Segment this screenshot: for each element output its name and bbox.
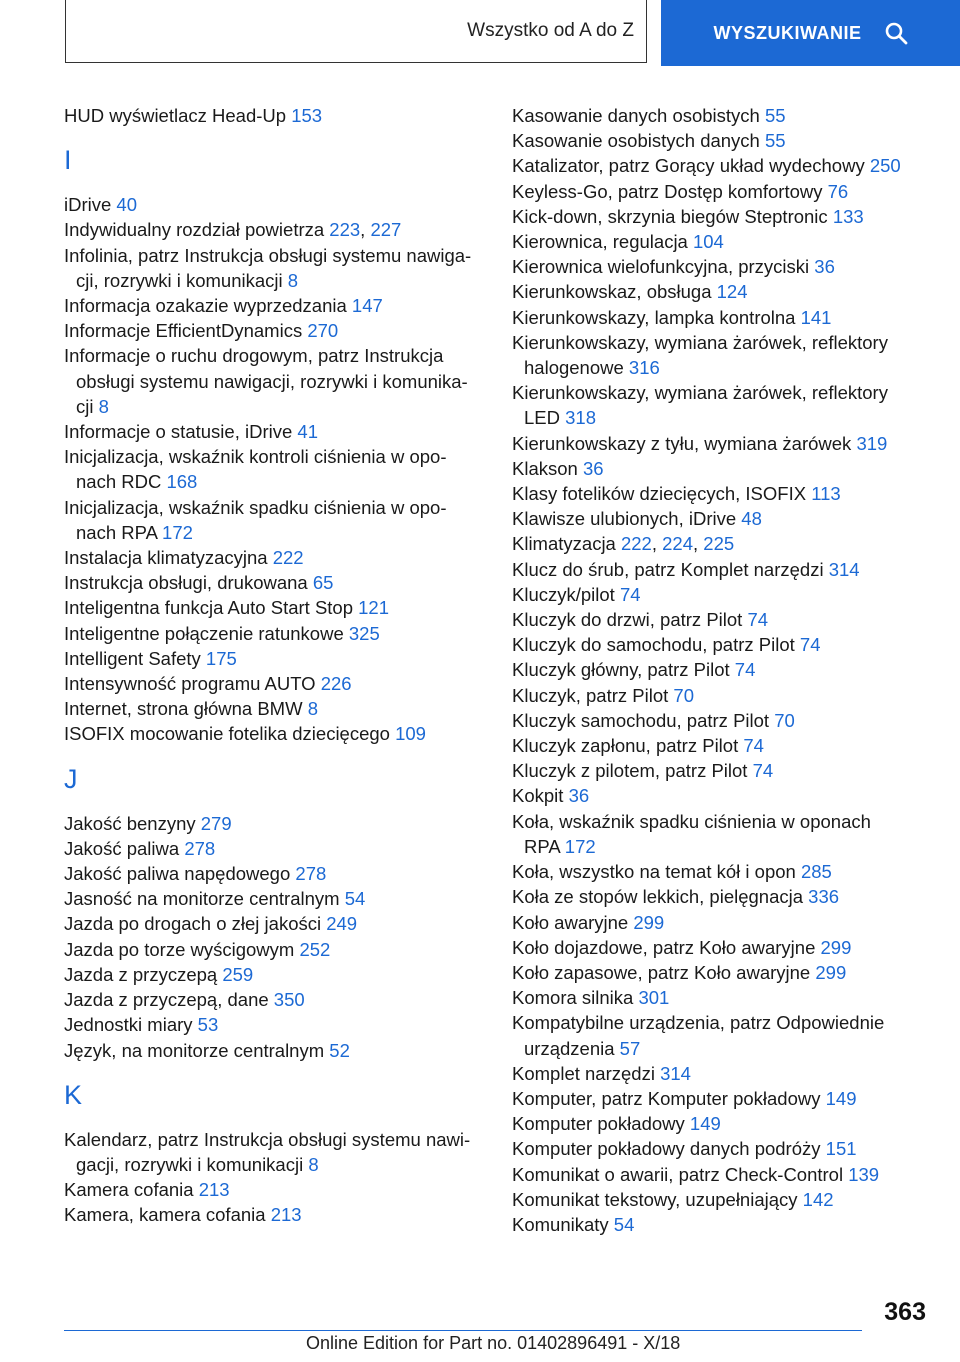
page-link[interactable]: 36: [582, 457, 604, 479]
page-link[interactable]: 8: [287, 269, 299, 291]
index-entry: Komunikaty 54: [512, 1213, 635, 1235]
page-link[interactable]: 36: [814, 256, 835, 278]
page-link[interactable]: 279: [200, 812, 232, 834]
index-entry: Inicjalizacja, wskaźnik kontroli ciśnienia w opo‐ nach RDC 168: [64, 446, 447, 493]
index-entry: Język, na monitorze centralnym 52: [64, 1039, 350, 1061]
page-link[interactable]: 74: [752, 760, 774, 782]
index-entry: Jazda po drogach o złej jakości 249: [64, 913, 358, 935]
index-entry: Kluczyk, patrz Pilot 70: [512, 684, 694, 706]
tab-search[interactable]: [661, 0, 960, 66]
index-entry: Jakość benzyny 279: [64, 812, 232, 834]
page-link[interactable]: 168: [166, 471, 198, 493]
page-link[interactable]: 227: [370, 219, 402, 241]
page-number: 363: [884, 1298, 926, 1326]
index-entry: Inteligentne połączenie ratunkowe 325: [64, 622, 380, 644]
index-entry: Jazda z przyczepą 259: [64, 963, 254, 985]
index-entry: Koło dojazdowe, patrz Koło awaryjne 299: [512, 936, 852, 958]
page-link[interactable]: 153: [291, 105, 323, 126]
index-entry: Koła ze stopów lekkich, pielęgnacja 336: [512, 886, 840, 908]
page-link[interactable]: 8: [98, 395, 109, 417]
index-entry: Kamera cofania 213: [64, 1179, 230, 1201]
page-link[interactable]: 299: [633, 911, 665, 933]
search-icon: [884, 21, 908, 45]
index-entry: Kierunkowskazy, wymiana żarówek, reflektory LED 318: [512, 382, 888, 429]
index-entry: Inteligentna funkcja Auto Start Stop 121: [64, 597, 390, 619]
page-link[interactable]: 250: [869, 155, 901, 177]
index-entry: Kokpit 36: [512, 785, 590, 807]
page-link[interactable]: 133: [832, 205, 864, 227]
index-entry: Inicjalizacja, wskaźnik spadku ciśnienia w opo‐ nach RPA 172: [64, 496, 447, 543]
page-link[interactable]: 224: [662, 533, 694, 555]
page-link[interactable]: 74: [747, 609, 769, 631]
index-entry: Intelligent Safety 175: [64, 647, 237, 669]
index-entry: Koło zapasowe, patrz Koło awaryjne 299: [512, 961, 847, 983]
page-link[interactable]: 142: [802, 1188, 834, 1210]
page-link[interactable]: 52: [329, 1039, 350, 1061]
index-entry: Informacje o statusie, iDrive 41: [64, 421, 318, 443]
page-link[interactable]: 76: [827, 180, 849, 202]
index-entry: Keyless-Go, patrz Dostęp komfortowy 76: [512, 180, 849, 202]
index-entry: Instrukcja obsługi, drukowana 65: [64, 572, 334, 594]
page-link[interactable]: 113: [811, 483, 841, 505]
index-entry: Koła, wszystko na temat kół i opon 285: [512, 861, 832, 883]
page-link[interactable]: 54: [344, 888, 366, 910]
index-entry: Koła, wskaźnik spadku ciśnienia w oponach RPA 172: [512, 810, 871, 857]
top-navigation: [0, 0, 960, 66]
index-entry: Intensywność programu AUTO 226: [64, 673, 352, 695]
section-letter: I: [64, 145, 72, 176]
page-link[interactable]: 285: [800, 861, 832, 883]
index-entry: Klawisze ulubionych, iDrive 48: [512, 508, 762, 530]
page-link[interactable]: 57: [619, 1037, 641, 1059]
page-link[interactable]: 213: [198, 1179, 230, 1201]
page-link[interactable]: 53: [197, 1014, 219, 1036]
page-link[interactable]: 74: [743, 735, 764, 757]
footer-divider: [64, 1330, 862, 1331]
index-entry: Kluczyk z pilotem, patrz Pilot 74: [512, 760, 774, 782]
page-link[interactable]: 314: [828, 558, 860, 580]
page-link[interactable]: 278: [184, 837, 216, 859]
index-entry: Kluczyk do samochodu, patrz Pilot 74: [512, 634, 821, 656]
page-link[interactable]: 301: [638, 987, 670, 1009]
index-entry: Kluczyk samochodu, patrz Pilot 70: [512, 709, 795, 731]
index-entry: Klimatyzacja 222, 224, 225: [512, 533, 735, 555]
page-link[interactable]: 172: [162, 521, 193, 543]
index-entry: Indywidualny rozdział powietrza 223, 227: [64, 219, 402, 241]
index-entry: Komunikat o awarii, patrz Check-Control 139: [512, 1163, 880, 1185]
index-entry: Instalacja klimatyzacyjna 222: [64, 547, 304, 569]
index-entry: Komunikat tekstowy, uzupełniający 142: [512, 1188, 834, 1210]
page-link[interactable]: 318: [565, 407, 597, 429]
index-entry: Informacje EfficientDynamics 270: [64, 320, 339, 342]
page-link[interactable]: 70: [673, 684, 694, 706]
index-entry: ISOFIX mocowanie fotelika dziecięcego 109: [64, 723, 426, 745]
page-link[interactable]: 151: [825, 1138, 857, 1160]
index-entry: Kluczyk/pilot 74: [512, 583, 641, 605]
index-entry: Kick-down, skrzynia biegów Steptronic 133: [512, 205, 864, 227]
page-link[interactable]: 109: [395, 723, 426, 745]
index-entry: Kamera, kamera cofania 213: [64, 1204, 302, 1226]
page-link[interactable]: 223: [329, 219, 361, 241]
index-entry: Infolinia, patrz Instrukcja obsługi systemu nawiga‐ cji, rozrywki i komunikacji 8: [64, 244, 472, 291]
page-link[interactable]: 124: [716, 281, 748, 303]
footer-edition: Online Edition for Part no. 01402896491 - X/18: [306, 1333, 681, 1353]
page-link[interactable]: 226: [320, 673, 352, 695]
index-entry: Komputer, patrz Komputer pokładowy 149: [512, 1087, 857, 1109]
index-entry: Kierownica wielofunkcyjna, przyciski 36: [512, 256, 835, 278]
index-entry: Kierownica, regulacja 104: [512, 231, 724, 253]
index-entry: Jazda z przyczepą, dane 350: [64, 989, 305, 1011]
index-entry: Koło awaryjne 299: [512, 911, 665, 933]
page-link[interactable]: 222: [620, 533, 652, 555]
tab-search-label: WYSZUKIWANIE: [713, 22, 862, 43]
index-entry: Kierunkowskazy, wymiana żarówek, reflektory halogenowe 316: [512, 331, 888, 379]
page-link[interactable]: 139: [848, 1163, 880, 1185]
page-link[interactable]: 314: [660, 1062, 691, 1084]
page-link[interactable]: 54: [613, 1213, 635, 1235]
index-entry: Informacja ozakazie wyprzedzania 147: [64, 295, 383, 317]
page-link[interactable]: 225: [703, 533, 735, 555]
index-entry: Kierunkowskazy, lampka kontrolna 141: [512, 306, 832, 328]
page-link[interactable]: 316: [628, 357, 660, 379]
page-link[interactable]: 213: [270, 1204, 302, 1226]
tab-a-to-z[interactable]: [65, 0, 647, 63]
page-link[interactable]: 175: [205, 647, 237, 669]
index-entry: Kierunkowskazy z tyłu, wymiana żarówek 319: [512, 432, 888, 454]
page-link[interactable]: 8: [308, 1153, 319, 1175]
page-link[interactable]: 40: [116, 194, 137, 216]
index-entry: Kluczyk do drzwi, patrz Pilot 74: [512, 609, 769, 631]
index-entry: Klakson 36: [512, 457, 604, 479]
index-entry: Katalizator, patrz Gorący układ wydechowy 250: [512, 155, 901, 177]
section-letter: J: [64, 763, 78, 794]
page-link[interactable]: 270: [307, 320, 339, 342]
index-entry: Komora silnika 301: [512, 987, 670, 1009]
page-link[interactable]: 299: [815, 961, 847, 983]
page-link[interactable]: 172: [564, 835, 596, 857]
page-link[interactable]: 70: [774, 709, 795, 731]
index-entry: Kasowanie danych osobistych 55: [512, 105, 786, 126]
index-entry: Kluczyk główny, patrz Pilot 74: [512, 659, 756, 681]
section-letter: K: [64, 1079, 83, 1110]
index-entry: iDrive 40: [64, 194, 137, 216]
tab-a-to-z-label: Wszystko od A do Z: [467, 20, 634, 41]
index-column-right: [512, 103, 932, 1237]
page-link[interactable]: 55: [764, 130, 786, 152]
page-link[interactable]: 74: [799, 634, 821, 656]
page-link[interactable]: 8: [307, 698, 318, 720]
page-link[interactable]: 141: [800, 306, 832, 328]
page-link[interactable]: 319: [856, 432, 888, 454]
page-link[interactable]: 74: [734, 659, 756, 681]
page-link[interactable]: 48: [741, 508, 762, 530]
index-entry: Klucz do śrub, patrz Komplet narzędzi 314: [512, 558, 860, 580]
index-entry: Kompatybilne urządzenia, patrz Odpowiednie urządzenia 57: [512, 1012, 885, 1059]
index-entry: Komputer pokładowy danych podróży 151: [512, 1138, 857, 1160]
index-entry: Kluczyk zapłonu, patrz Pilot 74: [512, 735, 764, 757]
page-link[interactable]: 249: [326, 913, 358, 935]
page-link[interactable]: 55: [764, 105, 786, 126]
page-link[interactable]: 259: [222, 963, 254, 985]
page-link[interactable]: 74: [619, 583, 641, 605]
page-link[interactable]: 149: [689, 1113, 721, 1135]
page-link[interactable]: 104: [692, 231, 724, 253]
index-column-left: [64, 103, 484, 1228]
index-entry: Informacje o ruchu drogowym, patrz Instrukcja obsługi systemu nawigacji, rozrywki i komunika‐ cji 8: [64, 345, 468, 417]
page-link[interactable]: 278: [295, 863, 327, 885]
page-link[interactable]: 36: [568, 785, 590, 807]
page-link[interactable]: 147: [351, 295, 383, 317]
index-entry: Klasy fotelików dziecięcych, ISOFIX 113: [512, 483, 841, 505]
page-link[interactable]: 336: [808, 886, 840, 908]
index-entry: Jakość paliwa napędowego 278: [64, 863, 327, 885]
index-entry: Kalendarz, patrz Instrukcja obsługi systemu nawi‐ gacji, rozrywki i komunikacji 8: [64, 1128, 471, 1175]
page-link[interactable]: 252: [299, 938, 331, 960]
index-entry: Jazda po torze wyścigowym 252: [64, 938, 331, 960]
index-entry: Kierunkowskaz, obsługa 124: [512, 281, 748, 303]
index-entry: HUD wyświetlacz Head-Up 153: [64, 105, 323, 126]
page-link[interactable]: 222: [272, 547, 304, 569]
page-link[interactable]: 41: [297, 421, 318, 443]
index-entry: Jakość paliwa 278: [64, 837, 216, 859]
page-link[interactable]: 350: [273, 989, 305, 1011]
index-entry: Jasność na monitorze centralnym 54: [64, 888, 366, 910]
index-entry: Komplet narzędzi 314: [512, 1062, 691, 1084]
page-link[interactable]: 325: [348, 622, 380, 644]
index-entry: Jednostki miary 53: [64, 1014, 219, 1036]
index-entry: Kasowanie osobistych danych 55: [512, 130, 786, 152]
page-link[interactable]: 121: [358, 597, 390, 619]
page-link[interactable]: 65: [312, 572, 334, 594]
page-link[interactable]: 299: [820, 936, 852, 958]
page-link[interactable]: 149: [825, 1087, 857, 1109]
index-entry: Internet, strona główna BMW 8: [64, 698, 318, 720]
index-entry: Komputer pokładowy 149: [512, 1113, 721, 1135]
